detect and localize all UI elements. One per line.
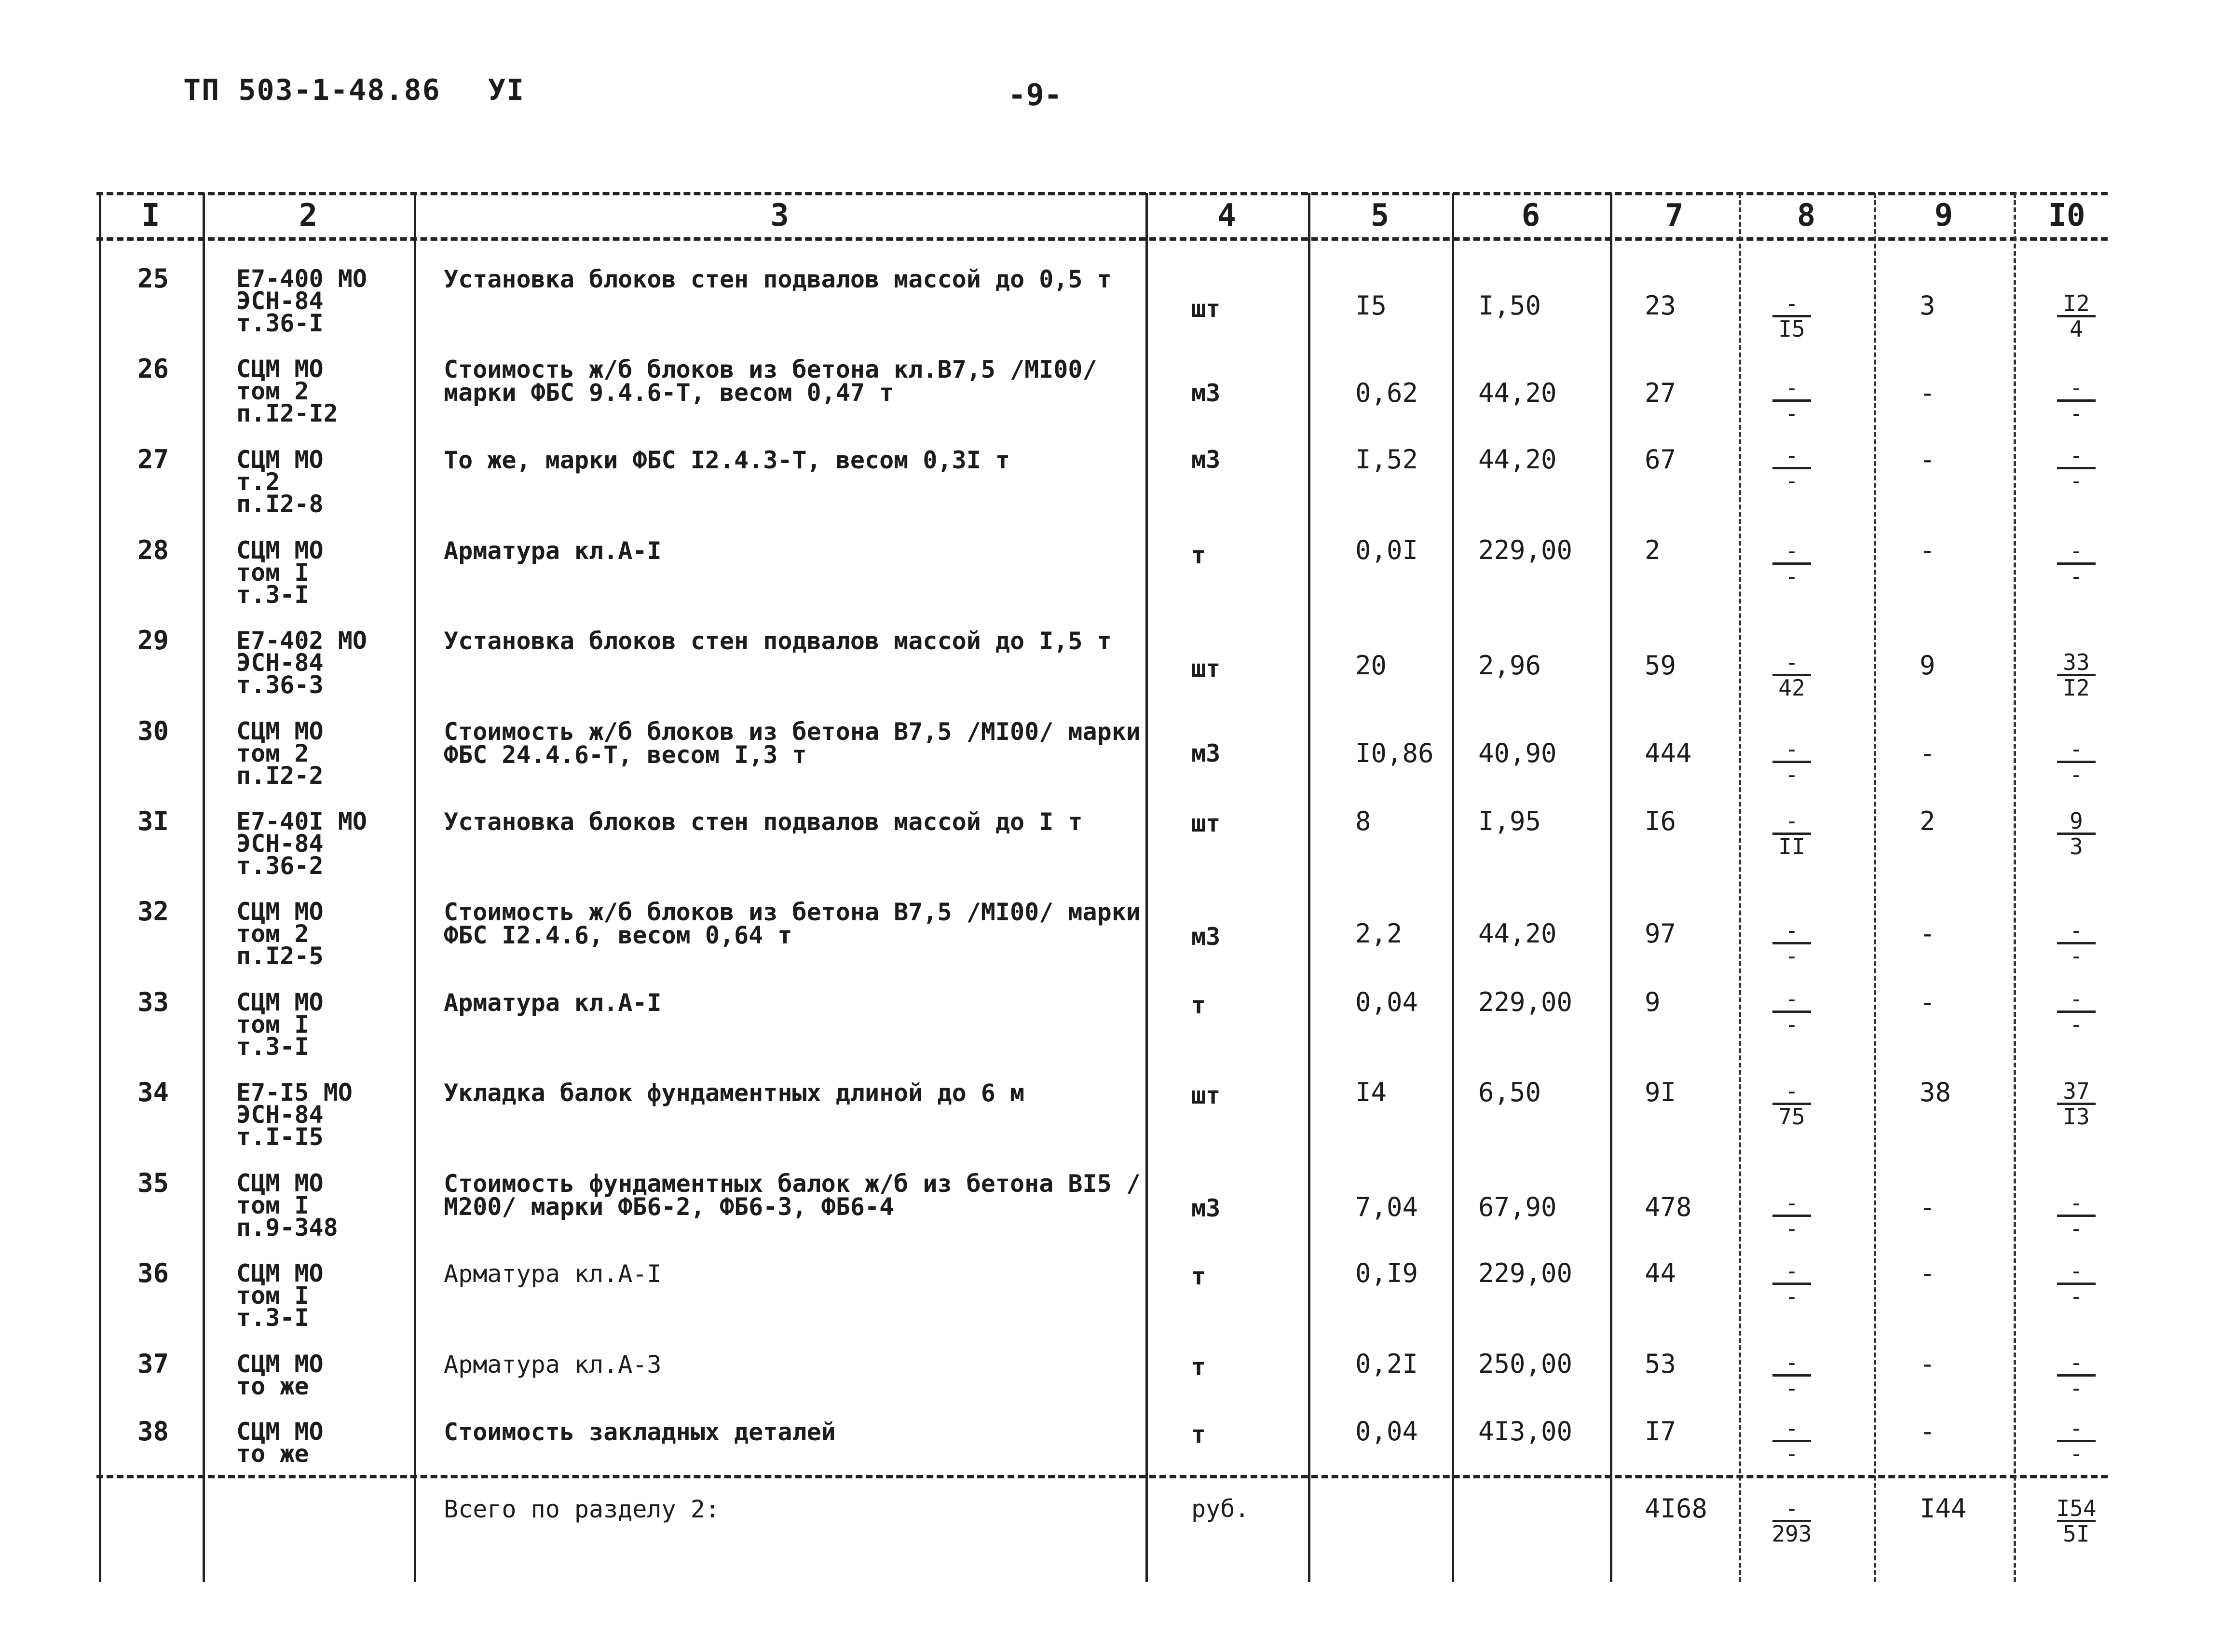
fraction-denominator: -: [2070, 1283, 2083, 1310]
unit: т: [1191, 991, 1206, 1019]
fraction-numerator: -: [1785, 736, 1799, 762]
col-divider: [1452, 193, 1454, 1582]
unit-price: I,50: [1478, 290, 1541, 321]
norm-code: СЦМ МО то же: [236, 1418, 324, 1468]
col8-fraction: [1765, 1415, 1818, 1467]
fraction-numerator: -: [1785, 290, 1799, 316]
work-description: Укладка балок фундаментных длиной до 6 м: [444, 1079, 1025, 1107]
unit: т: [1191, 1262, 1206, 1290]
col9-value: 3: [1920, 290, 1935, 321]
column-header: 4: [1217, 198, 1236, 233]
unit-price: 44,20: [1478, 444, 1557, 475]
unit-price: 250,00: [1478, 1349, 1573, 1379]
fraction-numerator: -: [1785, 442, 1799, 468]
fraction-numerator: -: [2070, 1190, 2083, 1216]
row-number: 3I: [137, 806, 169, 836]
fraction-numerator: -: [1785, 917, 1799, 943]
unit-price: 44,20: [1478, 918, 1557, 949]
fraction-denominator: 4: [2070, 316, 2083, 342]
norm-code: Е7-I5 МО ЭСН-84 т.I-I5: [236, 1079, 353, 1151]
col9-value: 2: [1920, 806, 1935, 836]
fraction-denominator: II: [1778, 833, 1805, 860]
unit: м3: [1191, 1194, 1221, 1222]
fraction-denominator: I3: [2063, 1104, 2090, 1130]
fraction-denominator: -: [1785, 468, 1799, 494]
work-description: Арматура кл.А-I: [444, 989, 662, 1017]
unit: шт: [1191, 1081, 1221, 1109]
total-cost: 2: [1645, 535, 1661, 565]
document-header: [183, 73, 554, 107]
col9-value: -: [1920, 1258, 1935, 1288]
work-description: Стоимость фундаментных балок ж/б из бетона ВI5 /М200/ марки ФБ6-2, ФБ6-3, ФБ6-4: [444, 1170, 1141, 1221]
col9-value: -: [1920, 1349, 1935, 1379]
unit: м3: [1191, 923, 1221, 951]
total-cost: 444: [1645, 738, 1692, 768]
col9-value: -: [1920, 1416, 1935, 1447]
fraction-denominator: -: [2070, 563, 2083, 589]
col10-fraction: [2050, 1415, 2103, 1467]
unit: м3: [1191, 739, 1221, 767]
column-header: 3: [770, 198, 789, 233]
column-header: 7: [1665, 198, 1684, 233]
fraction-numerator: -: [1785, 986, 1799, 1012]
fraction-denominator: -: [2070, 762, 2083, 788]
fraction-denominator: -: [1785, 563, 1799, 589]
col10-fraction: [2050, 1352, 2103, 1399]
unit: шт: [1191, 655, 1221, 683]
fraction-numerator: -: [1785, 1495, 1799, 1521]
col9-value: -: [1920, 918, 1935, 949]
quantity: 0,62: [1355, 378, 1418, 408]
row-number: 28: [137, 535, 169, 565]
fraction-denominator: I2: [2063, 675, 2090, 701]
total-cost: 44: [1645, 1258, 1676, 1288]
fraction-denominator: -: [2070, 400, 2083, 426]
col8-fraction: [1765, 540, 1818, 587]
total-cost: 9: [1645, 987, 1661, 1017]
fraction-numerator: -: [2070, 442, 2083, 468]
row-number: 37: [137, 1349, 169, 1379]
col-divider: [203, 193, 205, 1582]
work-description: Стоимость ж/б блоков из бетона В7,5 /МI00/ марки ФБС I2.4.6, весом 0,64 т: [444, 898, 1141, 949]
col8-fraction: [1765, 1352, 1818, 1399]
total-cost: 23: [1645, 290, 1676, 321]
quantity: 2,2: [1355, 918, 1403, 949]
col8-fraction: [1765, 986, 1818, 1038]
quantity: 0,I9: [1355, 1258, 1418, 1288]
fraction-denominator: 293: [1771, 1521, 1812, 1547]
col10-fraction: [2050, 290, 2103, 342]
norm-code: СЦМ МО том 2 п.I2-I2: [236, 355, 338, 427]
work-description: Стоимость закладных деталей: [444, 1418, 836, 1446]
page-number: -9-: [1008, 77, 1062, 112]
column-header: I0: [2048, 198, 2085, 233]
fraction-denominator: -: [2070, 1375, 2083, 1401]
col10-fraction: [2050, 917, 2103, 969]
work-description: Стоимость ж/б блоков из бетона кл.В7,5 /МI00/ марки ФБС 9.4.6-Т, весом 0,47 т: [444, 355, 1097, 407]
row-number: 33: [137, 987, 169, 1017]
fraction-numerator: I2: [2063, 290, 2090, 316]
fraction-numerator: -: [2070, 986, 2083, 1012]
quantity: 0,04: [1355, 1416, 1418, 1447]
fraction-numerator: -: [1785, 375, 1799, 401]
col10-fraction: [2050, 986, 2103, 1038]
summary-unit: руб.: [1191, 1495, 1250, 1523]
work-description: Арматура кл.А-I: [444, 537, 662, 565]
summary-total: 4I68: [1645, 1493, 1708, 1524]
table-top-border: [96, 192, 2108, 195]
summary-top-border: [96, 1475, 2108, 1478]
fraction-denominator: 42: [1778, 675, 1805, 701]
col9-value: -: [1920, 378, 1935, 408]
fraction-numerator: -: [1785, 1258, 1799, 1284]
album-code: УI: [488, 73, 525, 107]
fraction-numerator: -: [2070, 917, 2083, 943]
fraction-numerator: -: [2070, 736, 2083, 762]
total-cost: 67: [1645, 444, 1676, 475]
fraction-denominator: -: [1785, 1215, 1799, 1242]
fraction-denominator: -: [2070, 1215, 2083, 1242]
total-cost: 53: [1645, 1349, 1676, 1379]
fraction-numerator: -: [2070, 1258, 2083, 1284]
fraction-denominator: 3: [2070, 833, 2083, 860]
col-divider: [99, 193, 101, 1582]
norm-code: СЦМ МО том 2 п.I2-5: [236, 898, 324, 970]
summary-col9-value: I44: [1920, 1493, 1967, 1524]
row-number: 26: [137, 354, 169, 384]
fraction-numerator: -: [1785, 1415, 1799, 1441]
work-description: Установка блоков стен подвалов массой до I т: [444, 808, 1083, 836]
col8-fraction: [1765, 442, 1818, 494]
unit-price: 40,90: [1478, 738, 1557, 768]
fraction-numerator: -: [2070, 1415, 2083, 1441]
header-bottom-border: [96, 237, 2108, 241]
fraction-numerator: -: [1785, 808, 1799, 834]
fraction-numerator: -: [2070, 538, 2083, 564]
total-cost: 27: [1645, 378, 1676, 408]
document-code: ТП 503-1-48.86: [183, 73, 441, 107]
col8-fraction: [1765, 1078, 1818, 1130]
unit-price: 44,20: [1478, 378, 1557, 408]
row-number: 35: [137, 1168, 169, 1198]
fraction-denominator: I5: [1778, 316, 1805, 342]
unit: м3: [1191, 446, 1221, 474]
total-cost: I6: [1645, 806, 1676, 836]
col8-fraction: [1765, 377, 1818, 424]
fraction-numerator: I54: [2056, 1495, 2097, 1521]
unit: т: [1191, 1420, 1206, 1448]
fraction-denominator: -: [1785, 1283, 1799, 1310]
norm-code: Е7-40I МО ЭСН-84 т.36-2: [236, 807, 367, 880]
col-divider: [1739, 193, 1741, 1582]
work-description: Арматура кл.А-I: [444, 1260, 662, 1288]
norm-code: СЦМ МО то же: [236, 1350, 324, 1400]
col-divider: [2014, 193, 2016, 1582]
col9-value: -: [1920, 987, 1935, 1017]
norm-code: СЦМ МО том I т.3-I: [236, 536, 324, 609]
work-description: Арматура кл.А-3: [444, 1351, 662, 1379]
unit-price: 229,00: [1478, 987, 1573, 1017]
work-description: Стоимость ж/б блоков из бетона В7,5 /МI00/ марки ФБС 24.4.6-Т, весом I,3 т: [444, 718, 1141, 769]
col10-fraction: [2050, 649, 2103, 701]
quantity: 0,0I: [1355, 535, 1418, 565]
unit-price: 67,90: [1478, 1192, 1557, 1222]
fraction-numerator: 33: [2063, 649, 2090, 675]
fraction-numerator: -: [1785, 538, 1799, 564]
column-header: 8: [1797, 198, 1816, 233]
col10-fraction: [2050, 377, 2103, 424]
col-divider: [1308, 193, 1310, 1582]
total-cost: I7: [1645, 1416, 1676, 1447]
summary-col8-fraction: [1765, 1495, 1818, 1547]
fraction-numerator: -: [2070, 375, 2083, 401]
fraction-denominator: -: [2070, 943, 2083, 969]
fraction-denominator: -: [1785, 943, 1799, 969]
fraction-numerator: -: [1785, 1078, 1799, 1104]
row-number: 30: [137, 716, 169, 746]
quantity: 20: [1355, 650, 1387, 681]
norm-code: Е7-400 МО ЭСН-84 т.36-I: [236, 265, 367, 337]
row-number: 27: [137, 444, 169, 475]
column-header: 5: [1370, 198, 1390, 233]
col9-value: 38: [1920, 1077, 1951, 1107]
quantity: I4: [1355, 1077, 1387, 1107]
unit-price: 229,00: [1478, 1258, 1573, 1288]
col9-value: -: [1920, 738, 1935, 768]
quantity: I5: [1355, 290, 1387, 321]
row-number: 25: [137, 263, 169, 294]
column-header: 6: [1521, 198, 1540, 233]
fraction-denominator: -: [1785, 762, 1799, 788]
column-header: 9: [1934, 198, 1953, 233]
col10-fraction: [2050, 442, 2103, 494]
column-header: 2: [299, 198, 318, 233]
fraction-denominator: 75: [1778, 1104, 1805, 1130]
norm-code: СЦМ МО том 2 п.I2-2: [236, 717, 324, 790]
unit: м3: [1191, 379, 1221, 407]
quantity: I,52: [1355, 444, 1418, 475]
row-number: 38: [137, 1416, 169, 1447]
total-cost: 478: [1645, 1192, 1692, 1222]
unit: шт: [1191, 809, 1221, 837]
norm-code: СЦМ МО том I п.9-348: [236, 1169, 338, 1242]
col-divider: [1145, 193, 1148, 1582]
col8-fraction: [1765, 808, 1818, 860]
quantity: 8: [1355, 806, 1371, 836]
col9-value: -: [1920, 535, 1935, 565]
fraction-numerator: -: [2070, 1350, 2083, 1376]
fraction-denominator: -: [2070, 468, 2083, 494]
fraction-denominator: -: [1785, 1441, 1799, 1467]
col9-value: -: [1920, 1192, 1935, 1222]
fraction-numerator: 9: [2070, 808, 2083, 834]
column-header: I: [141, 198, 160, 233]
norm-code: СЦМ МО том I т.3-I: [236, 1259, 324, 1332]
unit-price: 6,50: [1478, 1077, 1541, 1107]
total-cost: 97: [1645, 918, 1676, 949]
unit-price: 2,96: [1478, 650, 1541, 681]
total-cost: 59: [1645, 650, 1676, 681]
col-divider: [1610, 193, 1612, 1582]
fraction-numerator: -: [1785, 1190, 1799, 1216]
unit-price: 4I3,00: [1478, 1416, 1573, 1447]
col10-fraction: [2050, 1078, 2103, 1130]
unit: т: [1191, 1353, 1206, 1381]
norm-code: Е7-402 МО ЭСН-84 т.36-3: [236, 627, 367, 699]
quantity: 0,04: [1355, 987, 1418, 1017]
row-number: 36: [137, 1258, 169, 1288]
col10-fraction: [2050, 736, 2103, 788]
col9-value: 9: [1920, 650, 1935, 681]
fraction-numerator: 37: [2063, 1078, 2090, 1104]
fraction-denominator: -: [1785, 1011, 1799, 1038]
fraction-denominator: -: [2070, 1011, 2083, 1038]
row-number: 29: [137, 625, 169, 655]
norm-code: СЦМ МО т.2 п.I2-8: [236, 446, 324, 518]
col8-fraction: [1765, 290, 1818, 342]
unit-price: I,95: [1478, 806, 1541, 836]
col10-fraction: [2050, 540, 2103, 587]
quantity: 7,04: [1355, 1192, 1418, 1222]
fraction-denominator: -: [1785, 400, 1799, 426]
unit: шт: [1191, 295, 1221, 323]
summary-col10-fraction: [2050, 1495, 2103, 1547]
col10-fraction: [2050, 808, 2103, 860]
col-divider: [1874, 193, 1876, 1582]
unit: т: [1191, 541, 1206, 569]
col8-fraction: [1765, 1258, 1818, 1310]
work-description: То же, марки ФБС I2.4.3-Т, весом 0,3I т: [444, 446, 1010, 474]
col8-fraction: [1765, 736, 1818, 788]
col10-fraction: [2050, 1258, 2103, 1310]
fraction-numerator: -: [1785, 1350, 1799, 1376]
row-number: 32: [137, 896, 169, 927]
col9-value: -: [1920, 444, 1935, 475]
unit-price: 229,00: [1478, 535, 1573, 565]
col8-fraction: [1765, 1190, 1818, 1242]
quantity: I0,86: [1355, 738, 1434, 768]
col8-fraction: [1765, 917, 1818, 969]
fraction-denominator: -: [2070, 1441, 2083, 1467]
col8-fraction: [1765, 649, 1818, 701]
summary-label: Всего по разделу 2:: [444, 1495, 720, 1523]
fraction-denominator: 5I: [2063, 1521, 2090, 1547]
row-number: 34: [137, 1077, 169, 1107]
fraction-numerator: -: [1785, 649, 1799, 675]
fraction-denominator: -: [1785, 1375, 1799, 1401]
quantity: 0,2I: [1355, 1349, 1418, 1379]
col10-fraction: [2050, 1190, 2103, 1242]
norm-code: СЦМ МО том I т.3-I: [236, 988, 324, 1061]
work-description: Установка блоков стен подвалов массой до I,5 т: [444, 627, 1112, 655]
col-divider: [414, 193, 416, 1582]
total-cost: 9I: [1645, 1077, 1676, 1107]
work-description: Установка блоков стен подвалов массой до 0,5 т: [444, 265, 1112, 293]
